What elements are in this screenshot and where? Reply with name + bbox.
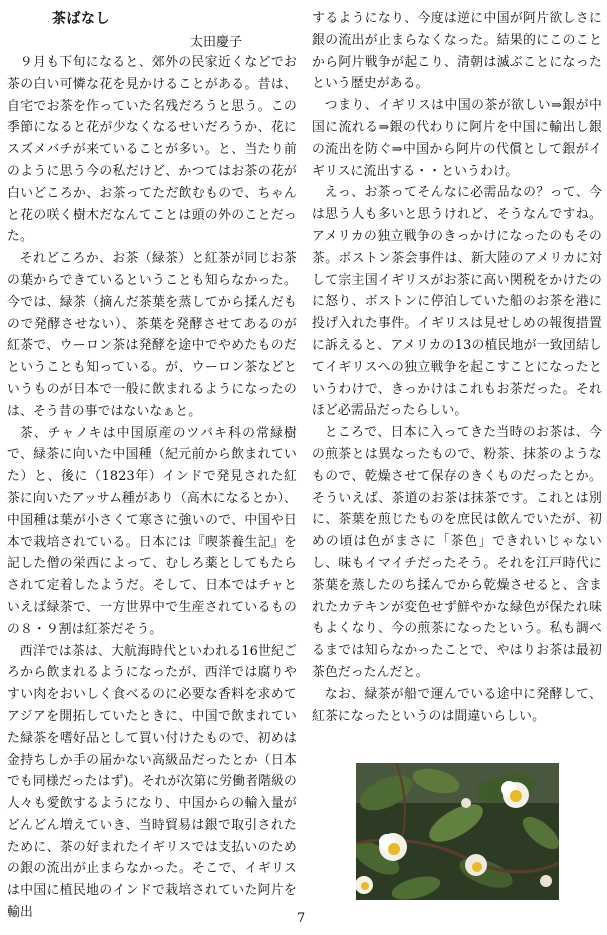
author-name: 太田慶子 bbox=[190, 35, 243, 50]
article-title: 茶ばなし bbox=[52, 11, 110, 27]
tea-flower-photo bbox=[356, 763, 559, 900]
paragraph: するようになり、今度は逆に中国が阿片欲しさに銀の流出が止まらなくなった。結果的にこのことから阿片戦争が起こり、清朝は滅ぶことになったという歴史がある。 bbox=[312, 11, 602, 92]
paragraph: つまり、イギリスは中国の茶が欲しい⇒銀が中国に流れる⇒銀の代わりに阿片を中国に輸出し銀の流出を防ぐ⇒中国から阿片の代償として銀がイギリスに流出する・・というわけ。 bbox=[312, 98, 602, 179]
paragraph: 西洋では茶は、大航海時代といわれる16世紀ごろから飲まれるようになったが、西洋では腐りやすい肉をおいしく食べるのに必要な香料を求めてアジアを開拓していたときに、中国で飲まれていた緑茶を嗜好品として買い付けたもので、初めは金持ちしか手の届かない高級品だったとか（日本でも同様だったはず)。それが次第に労働者階級の人々も愛飲するようになり、中国からの輸入量がどんどん増えていき、当時貿易は銀で取引されたために、茶の好まれたイギリスでは支払いのための銀の流出が止まらなかった。そこで、イギリスは中国に植民地のインドで栽培されていた阿片を輸出 bbox=[7, 643, 297, 921]
tea-flower-icon bbox=[356, 763, 559, 900]
paragraph: 茶、チャノキは中国原産のツバキ科の常緑樹で、緑茶に向いた中国種（紀元前から飲まれていた）と、後に（1823年）インドで発見された紅茶に向いたアッサム種があり（高木になるとか）、中国種は葉が小さくて寒さに強いので、中国や日本で栽培されている。日本には『喫茶養生記』を記した僧の栄西によって、むしろ薬としてもたらされて定着したようだ。そして、日本ではチャといえば緑茶で、一方世界中で生産されているものの８・９割は紅茶だそう。 bbox=[7, 425, 297, 637]
left-column bbox=[7, 52, 297, 924]
paragraph: それどころか、お茶（緑茶）と紅茶が同じお茶の葉からできているということも知らなかった。今では、緑茶（摘んだ茶葉を蒸してから揉んだもので発酵させない）、茶葉を発酵させてあるのが紅茶で、ウーロン茶は発酵を途中でやめたものだということも知っている。が、ウーロン茶などというものが日本で一般に飲まれるようになったのは、そう昔の事ではないなぁと。 bbox=[7, 251, 297, 419]
right-column bbox=[312, 8, 602, 727]
paragraph: ところで、日本に入ってきた当時のお茶は、今の煎茶とは異なったもので、粉茶、抹茶のようなもので、乾燥させて保存のきくものだったとか。そういえば、茶道のお茶は抹茶です。これとは別に、茶葉を煎じたものを庶民は飲んでいたが、初めの頃は色がまさに「茶色」できれいじゃないし、味もイマイチだったそう。それを江戸時代に茶葉を蒸したのち揉んでから乾燥させると、含まれたカテキンが変色せず鮮やかな緑色が保たれ味もよくなり、今の煎茶になったという。私も調べるまでは知らなかったことで、やはりお茶は最初茶色だったんだと。 bbox=[312, 425, 602, 680]
paragraph: ９月も下旬になると、郊外の民家近くなどでお茶の白い可憐な花を見かけることがある。昔は、自宅でお茶を作っていた名残だろうと思う。この季節になると花が少なくなるせいだろうか、花にスズメバチが来ていることが多い。と、当たり前のように思う今の私だけど、かつてはお茶の花が白いどころか、お茶ってただ飲むもので、ちゃんと花の咲く樹木だなんてことは頭の外のことだった。 bbox=[7, 55, 297, 245]
paragraph: えっ、お茶ってそんなに必需品なの？って、今は思う人も多いと思うけれど、そうなんですね。アメリカの独立戦争のきっかけになったのもその茶。ボストン茶会事件は、新大陸のアメリカに対して宗主国イギリスがお茶に高い関税をかけたのに怒り、ボストンに停泊していた船のお茶を港に投げ入れた事件。イギリスは見せしめの報復措置に訴えると、アメリカの13の植民地が一致団結してイギリスへの独立戦争を起こすことになったというわけで、きっかけはこれもお茶だった。それほど必需品だったらしい。 bbox=[312, 185, 602, 419]
page-number: 7 bbox=[297, 911, 306, 926]
paragraph: なお、緑茶が船で運んでいる途中に発酵して、紅茶になったというのは間違いらしい。 bbox=[312, 686, 602, 724]
